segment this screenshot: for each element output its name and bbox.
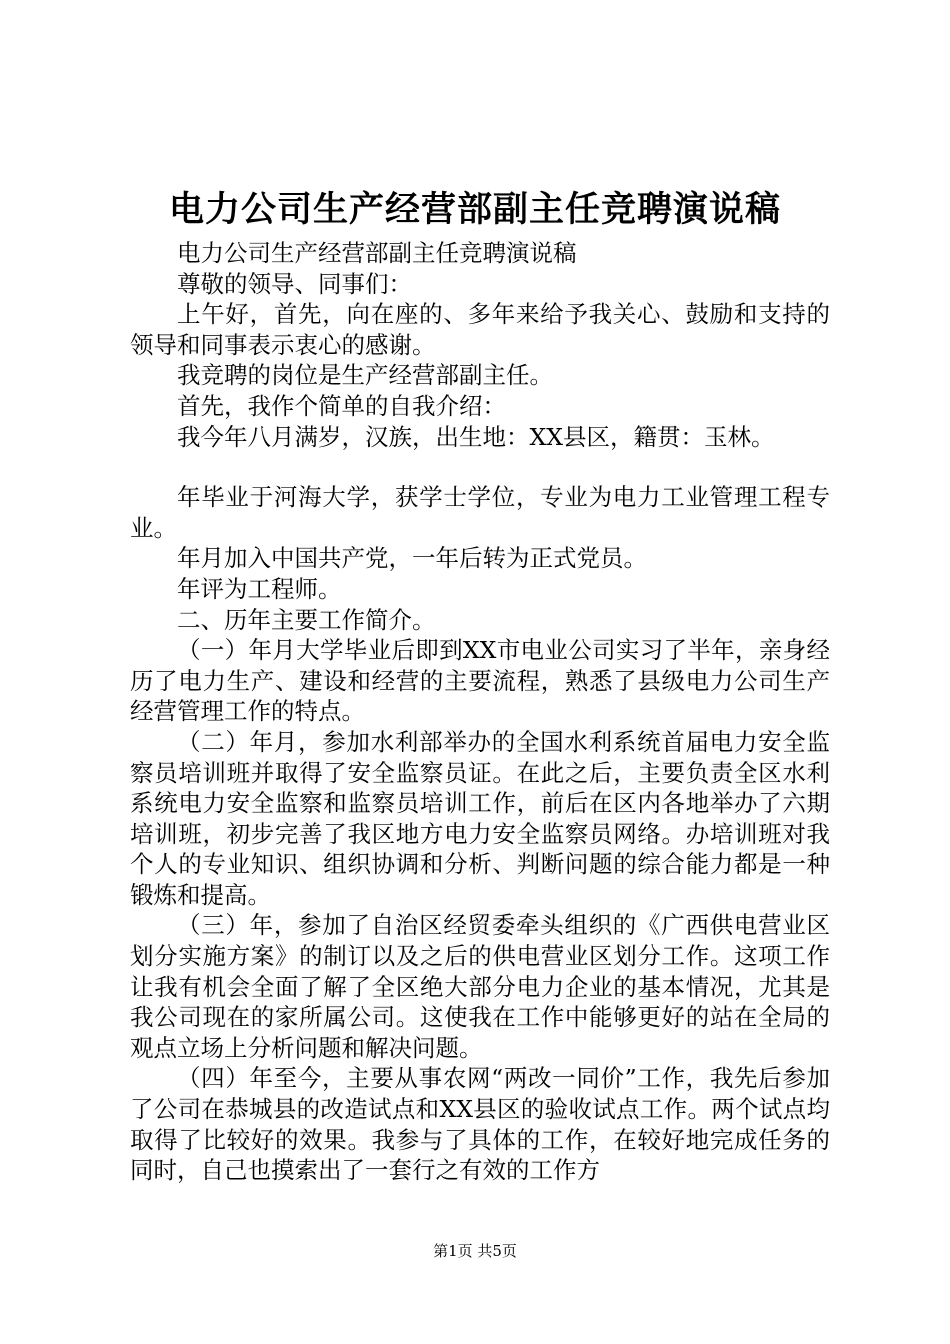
paragraph: 我今年八月满岁，汉族，出生地：XX县区，籍贯：玉林。 [177, 422, 775, 451]
paragraph: 年毕业于河海大学，获学士学位，专业为电力工业管理工程专业。 [130, 483, 830, 542]
paragraph: （二）年月，参加水利部举办的全国水利系统首届电力安全监察员培训班并取得了安全监察员证。在此之后，主要负责全区水利系统电力安全监察和监察员培训工作，前后在区内各地举办了六期培训班，初步完善了我区地方电力安全监察员网络。办培训班对我个人的专业知识、组织协调和分析、判断问题的综合能力都是一种锻炼和提高。 [130, 727, 830, 909]
paragraph: 年月加入中国共产党，一年后转为正式党员。 [177, 544, 647, 573]
document-body [130, 238, 830, 1186]
paragraph: 年评为工程师。 [177, 574, 342, 603]
paragraph: 上午好，首先，向在座的、多年来给予我关心、鼓励和支持的领导和同事表示衷心的感谢。 [130, 300, 830, 359]
paragraph: 我竞聘的岗位是生产经营部副主任。 [177, 361, 553, 390]
paragraph: 电力公司生产经营部副主任竞聘演说稿 [177, 239, 577, 267]
page-footer: 第1页 共5页 [433, 1242, 517, 1260]
paragraph: 二、历年主要工作简介。 [177, 605, 436, 634]
paragraph: 首先，我作个简单的自我介绍： [177, 391, 506, 420]
document-title: 电力公司生产经营部副主任竞聘演说稿 [168, 189, 781, 230]
paragraph: （四）年至今，主要从事农网“两改一同价”工作，我先后参加了公司在恭城县的改造试点和XX县区的验收试点工作。两个试点均取得了比较好的效果。我参与了具体的工作，在较好地完成任务的同时，自己也摸索出了一套行之有效的工作方 [130, 1064, 830, 1185]
paragraph: （三）年，参加了自治区经贸委牵头组织的《广西供电营业区划分实施方案》的制订以及之后的供电营业区划分工作。这项工作让我有机会全面了解了全区绝大部分电力企业的基本情况，尤其是我公司现在的家所属公司。这使我在工作中能够更好的站在全局的观点立场上分析问题和解决问题。 [130, 911, 830, 1062]
paragraph: （一）年月大学毕业后即到XX市电业公司实习了半年，亲身经历了电力生产、建设和经营的主要流程，熟悉了县级电力公司生产经营管理工作的特点。 [130, 636, 830, 726]
paragraph: 尊敬的领导、同事们： [177, 269, 412, 298]
